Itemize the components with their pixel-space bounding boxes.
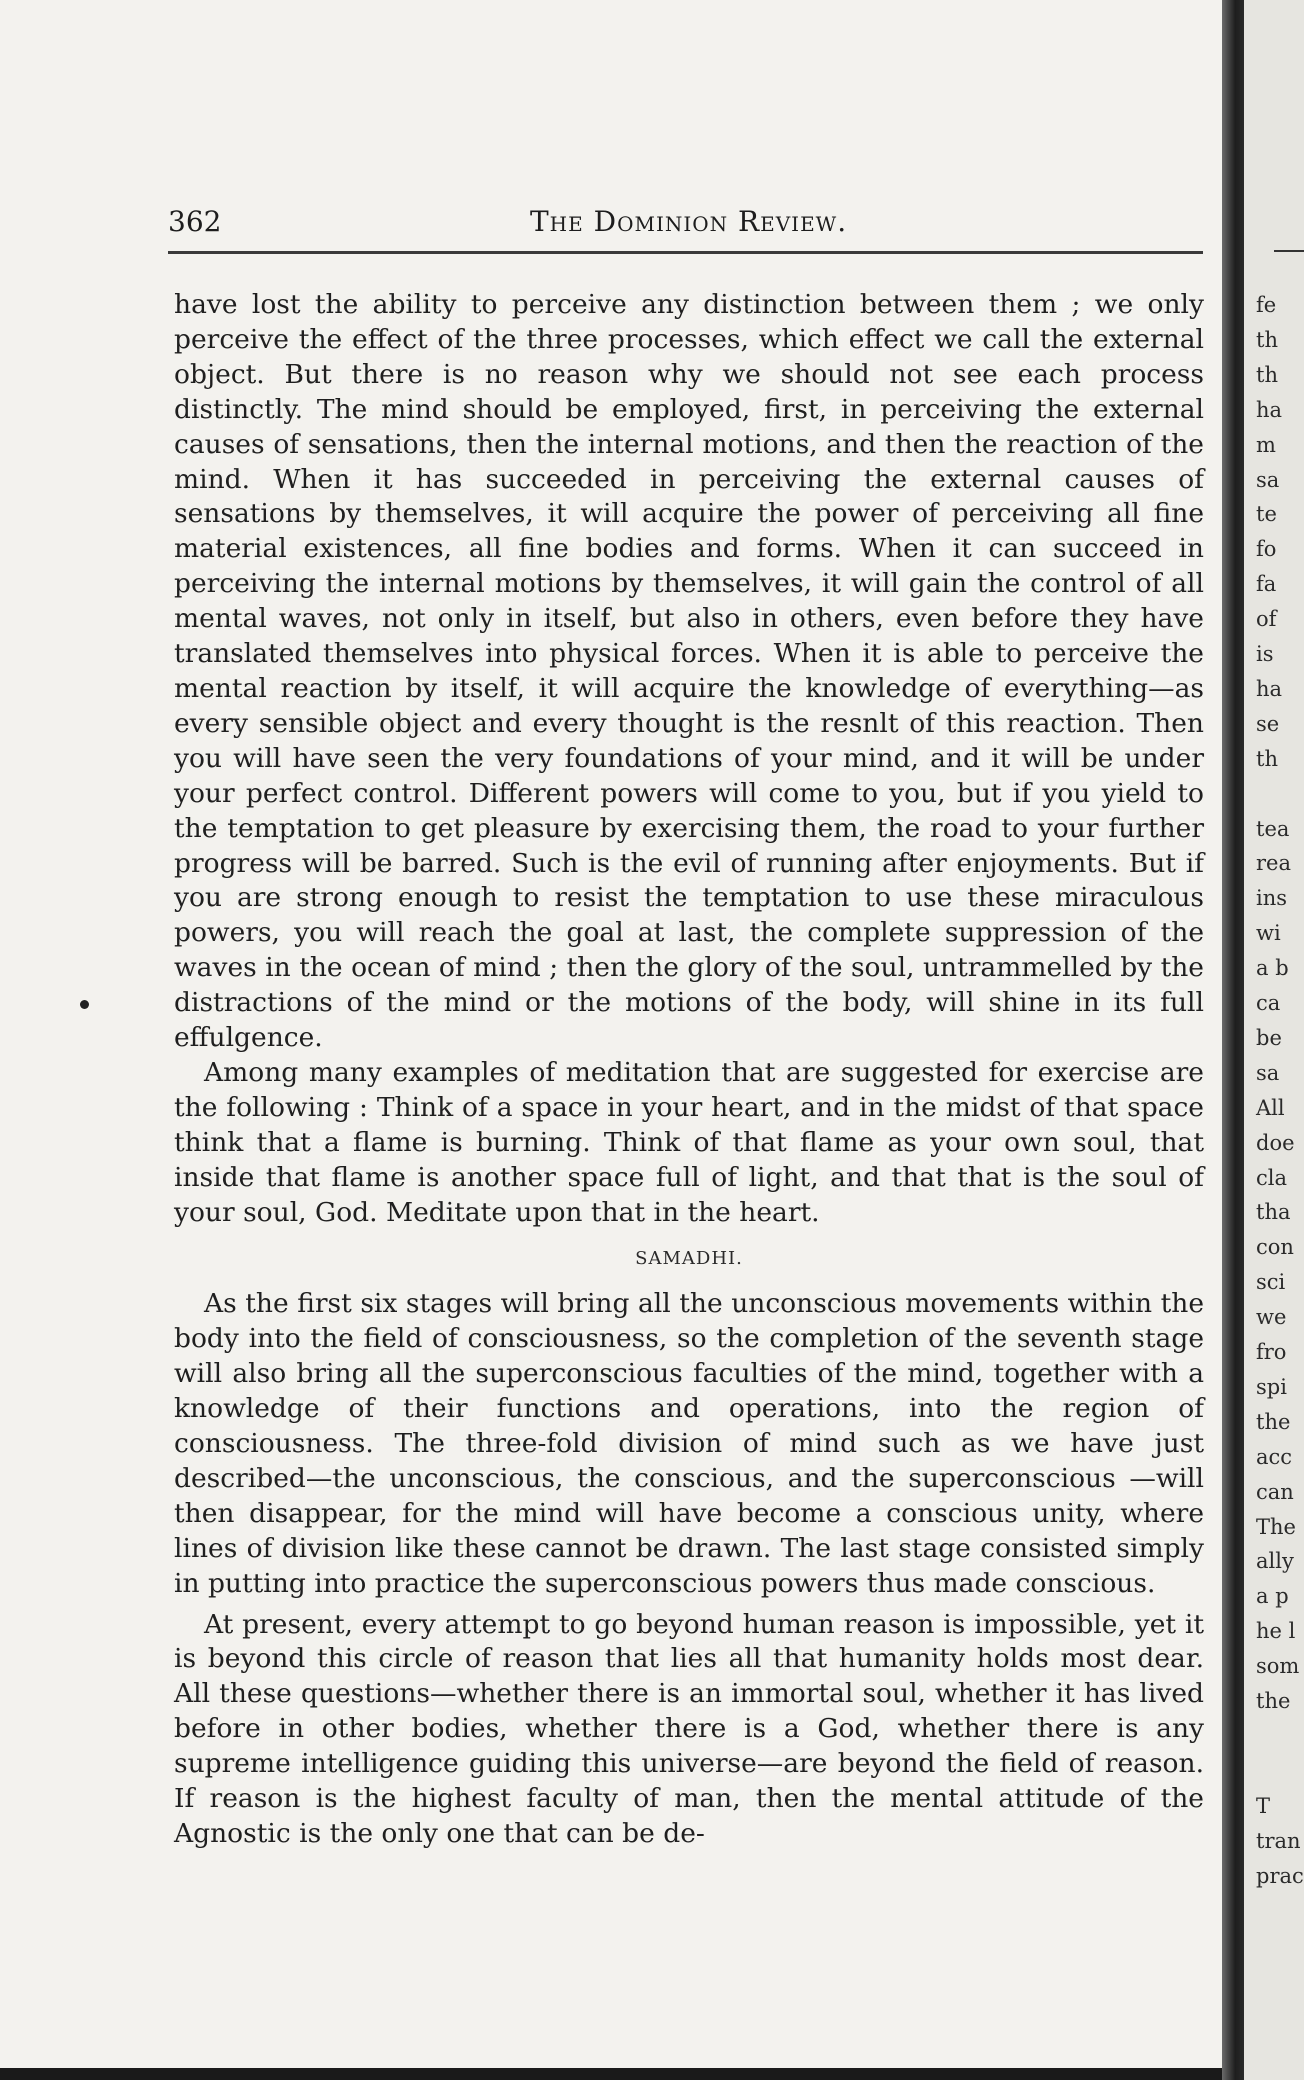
facing-page-fragment: All [1256,1095,1285,1120]
facing-page-fragment: be [1256,1025,1282,1050]
facing-page-fragment: he l [1256,1619,1296,1644]
facing-page-fragment: The [1256,1514,1296,1539]
facing-page-fragment: sa [1256,467,1280,492]
facing-page-fragment: acc [1256,1444,1293,1469]
facing-page-fragment: sci [1256,1270,1286,1295]
running-title: The Dominion Review. [530,205,848,238]
facing-page-fragment: th [1256,327,1278,352]
facing-page-fragment: T [1256,1793,1271,1818]
paragraph-3: As the first six stages will bring all the unconscious movements within the body into the field of consciousness, so the completion of the seventh stage will also bring all the superconscious faculties of the mind, together with a knowledge of their functions and operations, into the region of consciousness. The three-fold division of mind such as we have just described—the unconscious, the conscious, and the superconscious —will then disappear, for the mind will have become a conscious unity, where lines of division like these cannot be drawn. The last stage consisted simply in putting into practice the superconscious powers thus made conscious. [174,1288,1204,1599]
header-rule [168,251,1203,254]
body-text [174,288,1204,1852]
facing-page-fragment: con [1256,1235,1294,1260]
facing-page-fragment: doe [1256,1130,1295,1155]
facing-page-fragment: fo [1256,537,1277,562]
facing-page-fragment: th [1256,746,1278,771]
facing-page-fragment: cla [1256,1165,1287,1190]
facing-page-fragment: se [1256,711,1280,736]
facing-header-rule [1274,250,1304,252]
facing-page-fragment: te [1256,502,1277,527]
facing-page-fragment: a b [1256,956,1289,981]
section-heading: SAMADHI. [635,1248,743,1270]
facing-page-fragment: th [1256,362,1278,387]
facing-page-fragment: wi [1256,921,1281,946]
facing-page-fragment: ca [1256,991,1281,1015]
page-header [168,205,1208,245]
facing-page-fragment: fe [1256,293,1277,317]
paragraph-4: At present, every attempt to go beyond human reason is impossible, yet it is beyond this circle of reason that lies all that humanity holds most dear. All these questions—whether there is an immortal soul, whether it has lived before in other bodies, whether there is a God, whether there is any supreme intelligence guiding this universe—are beyond the field of reason. If reason is the highest faculty of man, then the mental attitude of the Agnostic is the only one that can be de- [174,1608,1204,1849]
facing-page-fragment: prac [1256,1863,1304,1888]
facing-page-fragment: fa [1256,572,1277,597]
facing-page-fragment: can [1256,1479,1294,1504]
facing-page-fragment: ha [1256,676,1283,701]
margin-mark [80,1000,89,1009]
facing-page-fragment: ally [1256,1549,1294,1574]
facing-page-fragment: tha [1256,1200,1291,1225]
book-gutter [1222,0,1244,2080]
facing-page-fragment: spi [1256,1374,1287,1399]
paragraph-1: have lost the ability to perceive any distinction between them ; we only perceive the effect of the three processes, which effect we call the external object. But there is no reason why we should not see each process distinctly. The mind should be employed, first, in perceiving the external causes of sensations, then the internal motions, and then the reaction of the mind. When it has succeeded in perceiving the external causes of sensations by themselves, it will acquire the power of perceiving all fine material existences, all fine bodies and forms. When it can succeed in perceiving the internal motions by themselves, it will gain the control of all mental waves, not only in itself, but also in others, even before they have translated themselves into physical forces. When it is able to perceive the mental reaction by itself, it will acquire the knowledge of everything—as every sensible object and every thought is the resnlt of this reaction. Then you will have seen the very foundations of your mind, and it will be under your perfect control. Different powers will come to you, but if you yield to the temptation to get pleasure by exercising them, the road to your further progress will be barred. Such is the evil of running after enjoyments. But if you are strong enough to resist the temptation to use these miraculous powers, you will reach the goal at last, the complete suppression of the waves in the ocean of mind ; then the glory of the soul, untrammelled by the distractions of the mind or the motions of the body, will shine in its full effulgence. [174,289,1204,1054]
page-number: 362 [168,205,222,238]
facing-page-fragment: of [1256,607,1277,632]
facing-page-fragment: is [1256,642,1274,666]
facing-page-fragment: we [1256,1305,1287,1330]
facing-page-fragment: ins [1256,886,1288,911]
facing-page-edge [1244,0,1304,2080]
facing-page-fragment: som [1256,1654,1300,1679]
facing-page-fragment: a p [1256,1584,1289,1609]
facing-page-fragment: sa [1256,1060,1280,1085]
paragraph-2: Among many examples of meditation that are suggested for exercise are the following : Think of a space in your heart, and in the midst of that space think that a flame is burning. Think of that flame as your own soul, that inside that flame is another space full of light, and that that is the soul of your soul, God. Meditate upon that in the heart. [174,1056,1204,1228]
facing-page-fragment: ha [1256,397,1283,422]
facing-page-fragment: tran [1256,1828,1301,1853]
facing-page-fragment: the [1256,1689,1291,1713]
facing-page-fragment: m [1256,432,1276,457]
facing-page-fragment: fro [1256,1340,1287,1364]
facing-page-fragment: tea [1256,816,1290,841]
facing-page-fragment: rea [1256,851,1291,876]
facing-page-fragment: the [1256,1409,1291,1434]
